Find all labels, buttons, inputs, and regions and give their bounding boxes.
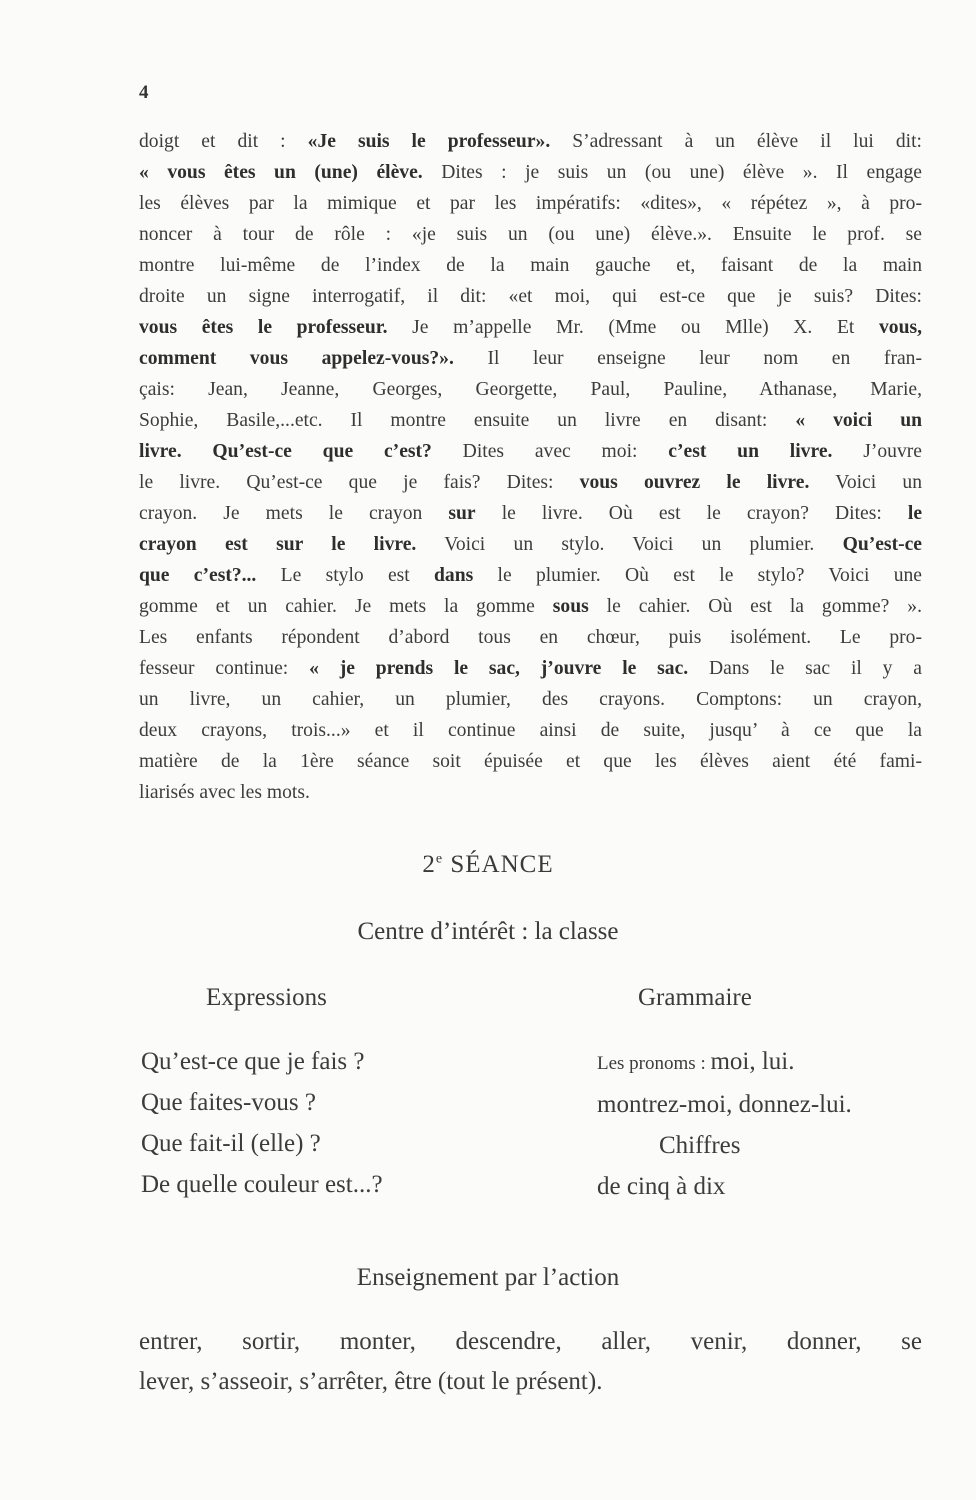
text-run: doigt et dit :	[139, 131, 308, 152]
text-run: deux crayons, trois...» et il continue ainsi de suite, jusqu’ à ce que la	[139, 720, 922, 741]
pronoms-line	[597, 1041, 852, 1084]
seance-heading	[0, 851, 976, 879]
bold-phrase: crayon est sur le livre.	[139, 534, 417, 555]
text-line	[139, 374, 922, 405]
expression-item: De quelle couleur est...?	[141, 1171, 383, 1198]
text-run: fesseur continue:	[139, 658, 310, 679]
bold-phrase: Qu’est-ce	[842, 534, 923, 555]
text-run: montre lui-même de l’index de la main gauche et, faisant de la main	[139, 255, 922, 276]
text-line	[139, 312, 922, 343]
text-line	[139, 219, 922, 250]
text-line	[139, 529, 922, 560]
text-run: les élèves par la mimique et par les impératifs: «dites», « répétez », à pro-	[139, 193, 922, 214]
text-run: le cahier. Où est la gomme? ».	[588, 596, 922, 617]
expression-item: Que fait-il (elle) ?	[141, 1130, 321, 1157]
text-line	[139, 653, 922, 684]
text-line	[139, 281, 922, 312]
chiffres-line: de cinq à dix	[597, 1173, 726, 1200]
seance-label: SÉANCE	[450, 851, 554, 878]
text-run: Voici un stylo. Voici un plumier.	[416, 534, 843, 555]
bold-phrase: « voici un	[795, 410, 922, 431]
page-number: 4	[139, 82, 149, 103]
bold-phrase: « vous êtes un (une) élève.	[139, 162, 423, 183]
text-line	[139, 467, 922, 498]
text-run: un livre, un cahier, un plumier, des crayons. Comptons: un crayon,	[139, 689, 922, 710]
seance-number: 2	[422, 851, 436, 878]
text-line	[139, 250, 922, 281]
text-line	[139, 622, 922, 653]
text-run: Il leur enseigne leur nom en fran-	[453, 348, 922, 369]
verbs-paragraph	[139, 1322, 922, 1402]
text-line	[139, 498, 922, 529]
bold-phrase: vous ouvrez le livre.	[579, 472, 810, 493]
text-run: le livre. Qu’est-ce que je fais? Dites:	[139, 472, 580, 493]
text-run: Les enfants répondent d’abord tous en chœur, puis isolément. Le pro-	[139, 627, 922, 648]
bold-phrase: vous,	[878, 317, 922, 338]
bold-phrase: que c’est?...	[139, 565, 257, 586]
text-run: liarisés avec les mots.	[139, 782, 310, 803]
bold-phrase: livre. Qu’est-ce que c’est?	[139, 441, 432, 462]
text-line	[139, 157, 922, 188]
seance-ordinal: e	[435, 851, 444, 867]
text-run: Dans le sac il y a	[688, 658, 922, 679]
text-line	[139, 746, 922, 777]
pronoms-separator: :	[695, 1053, 711, 1074]
grammaire-column	[597, 1041, 852, 1207]
text-run: S’adressant à un élève il lui dit:	[550, 131, 923, 152]
expressions-heading: Expressions	[206, 984, 327, 1011]
text-run: Je m’appelle Mr. (Mme ou Mlle) X. Et	[387, 317, 879, 338]
text-line	[139, 777, 922, 808]
text-line	[139, 591, 922, 622]
bold-phrase: sous	[552, 596, 589, 617]
text-line	[139, 684, 922, 715]
bold-phrase: «Je suis le professeur».	[307, 131, 551, 152]
centre-interet-heading: Centre d’intérêt : la classe	[357, 918, 619, 945]
text-run: Sophie, Basile,...etc. Il montre ensuite un livre en disant:	[139, 410, 796, 431]
grammaire-heading: Grammaire	[638, 984, 752, 1011]
text-run: matière de la 1ère séance soit épuisée et que les élèves aient été fami-	[139, 751, 922, 772]
text-line	[139, 188, 922, 219]
text-run: gomme et un cahier. Je mets la gomme	[139, 596, 553, 617]
bold-phrase: dans	[434, 565, 474, 586]
bold-phrase: le	[907, 503, 923, 524]
text-run: noncer à tour de rôle : «je suis un (ou une) élève.». Ensuite le prof. se	[139, 224, 922, 245]
bold-phrase: c’est un livre.	[668, 441, 833, 462]
bold-phrase: vous êtes le professeur.	[139, 317, 388, 338]
pronoms-label: Les pronoms	[597, 1053, 696, 1074]
enseignement-heading: Enseignement par l’action	[356, 1264, 620, 1291]
text-line	[139, 715, 922, 746]
text-line	[139, 436, 922, 467]
text-run: Dites : je suis un (ou une) élève ». Il engage	[422, 162, 922, 183]
expressions-list	[141, 1041, 383, 1205]
bold-phrase: comment vous appelez-vous?».	[139, 348, 454, 369]
text-line	[139, 343, 922, 374]
imperatif-line: montrez-moi, donnez-lui.	[597, 1091, 852, 1118]
text-run: le plumier. Où est le stylo? Voici une	[473, 565, 922, 586]
expression-item: Qu’est-ce que je fais ?	[141, 1048, 365, 1075]
verbs-line: lever, s’asseoir, s’arrêter, être (tout le présent).	[139, 1368, 603, 1395]
bold-phrase: « je prends le sac, j’ouvre le sac.	[309, 658, 689, 679]
text-run: le livre. Où est le crayon? Dites:	[475, 503, 908, 524]
expression-item: Que faites-vous ?	[141, 1089, 316, 1116]
text-run: droite un signe interrogatif, il dit: «et moi, qui est-ce que je suis? Dites:	[139, 286, 922, 307]
chiffres-heading: Chiffres	[659, 1132, 741, 1159]
text-run: Le stylo est	[256, 565, 435, 586]
text-line	[139, 126, 922, 157]
text-run: çais: Jean, Jeanne, Georges, Georgette, Paul, Pauline, Athanase, Marie,	[139, 379, 922, 400]
text-run: crayon. Je mets le crayon	[139, 503, 449, 524]
text-run: J’ouvre	[832, 441, 922, 462]
text-line	[139, 405, 922, 436]
verbs-line: entrer, sortir, monter, descendre, aller, venir, donner, se	[139, 1328, 922, 1355]
pronoms-values: moi, lui.	[710, 1048, 795, 1075]
bold-phrase: sur	[448, 503, 476, 524]
text-line	[139, 560, 922, 591]
body-paragraph	[139, 126, 922, 808]
text-run: Dites avec moi:	[431, 441, 669, 462]
text-run: Voici un	[809, 472, 922, 493]
